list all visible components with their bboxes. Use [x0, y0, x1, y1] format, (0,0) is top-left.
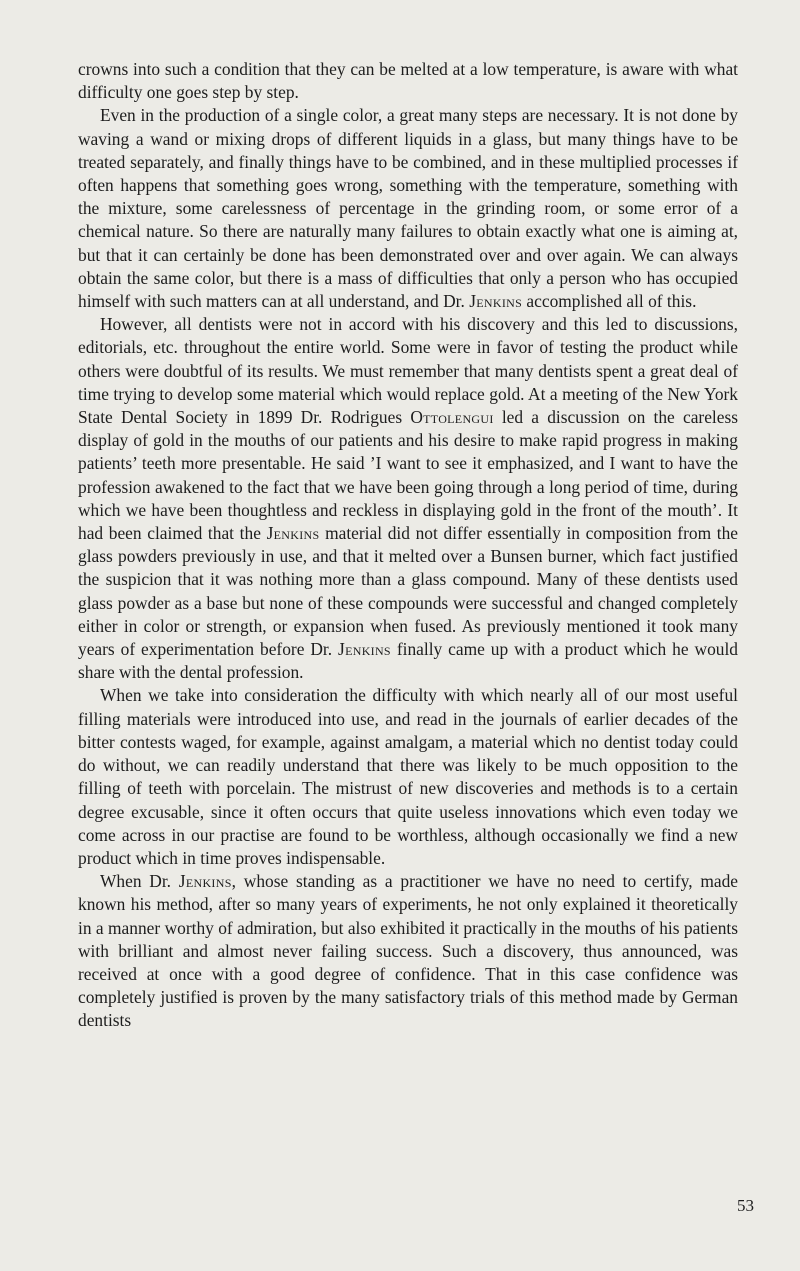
paragraph — [78, 104, 738, 313]
paragraph — [78, 870, 738, 1032]
text-run: Even in the production of a single color, a great many steps are necessary. It is not done by waving a wand or mixing drops of different liquids in a glass, but many things have to be treated separately, and finally things have to be combined, and in these multiplied processes if often happens that something goes wrong, something with the temperature, something with the mixture, some carelessness of percentage in the grinding room, or some error of a chemical nature. So there are naturally many failures to obtain exactly what one is aiming at, but that it can certainly be done has been demonstrated over and over again. We can always obtain the same color, but there is a mass of difficulties that only a person who has occupied himself with such matters can at all understand, and Dr. — [78, 105, 738, 312]
text-run: However, all dentists were not in accord with his discovery and this led to discussions, editorials, etc. throughout the entire world. Some were in favor of testing the product while others were doubtful of its results. We must remember that many dentists spent a great deal of time trying to develop some material which would replace gold. At a meeting of the New York State Dental Society in 1899 Dr. Rodrigues — [78, 314, 738, 428]
text-run: led a discussion on the careless display of gold in the mouths of our patients and his desire to make rapid progress in making patients’ teeth more presentable. He said ’I want to see it emphasized, and I want to have the profession awakened to the fact that we have been going through a long period of time, during which we have been thoughtless and reckless in displaying gold in the front of the mouth’. It had been claimed that the — [78, 407, 739, 544]
small-caps-name: Jenkins — [266, 523, 320, 544]
text-run: accomplished all of this. — [522, 291, 697, 312]
text-run: material did not differ essentially in composition from the glass powders previously in use, and that it melted over a Bunsen burner, which fact justified the suspicion that it was nothing more than a glass compound. Many of these dentists used glass powder as a base but none of these compounds were successful and changed completely either in color or strength, or expansion when fused. As previously mentioned it took many years of experimentation before Dr. — [78, 523, 738, 660]
small-caps-name: Ottolengui — [410, 407, 494, 428]
text-run: When we take into consideration the difficulty with which nearly all of our most useful filling materials were introduced into use, and read in the journals of earlier decades of the bitter contests waged, for example, against amalgam, a material which no dentist today could do without, we can readily understand that there was likely to be much opposition to the filling of teeth with porcelain. The mistrust of new discoveries and methods is to a certain degree excusable, since it often occurs that quite useless innovations which even today we come across in our practise are found to be worthless, although occasionally we find a new product which in time proves indispensable. — [78, 685, 738, 868]
text-run: finally came up with a product which he would share with the dental profession. — [78, 639, 738, 683]
small-caps-name: Jenkins — [469, 291, 523, 312]
text-run: crowns into such a condition that they can be melted at a low temperature, is aware with what difficulty one goes step by step. — [78, 59, 738, 103]
body-text — [78, 58, 738, 1033]
text-run: When Dr. — [100, 871, 179, 892]
paragraph — [78, 58, 738, 104]
paragraph — [78, 684, 738, 870]
small-caps-name: Jenkins — [178, 871, 232, 892]
page-number: 53 — [737, 1196, 754, 1215]
text-run: , whose standing as a practitioner we have no need to certify, made known his method, after so many years of experiments, he not only explained it theoretically in a manner worthy of admiration, but also exhibited it practically in the mouths of his patients with brilliant and almost never failing success. Such a discovery, thus announced, was received at once with a good degree of confidence. That in this case confidence was completely justified is proven by the many satisfactory trials of this method made by German dentists — [78, 871, 738, 1031]
small-caps-name: Jenkins — [338, 639, 391, 660]
paragraph — [78, 313, 738, 684]
